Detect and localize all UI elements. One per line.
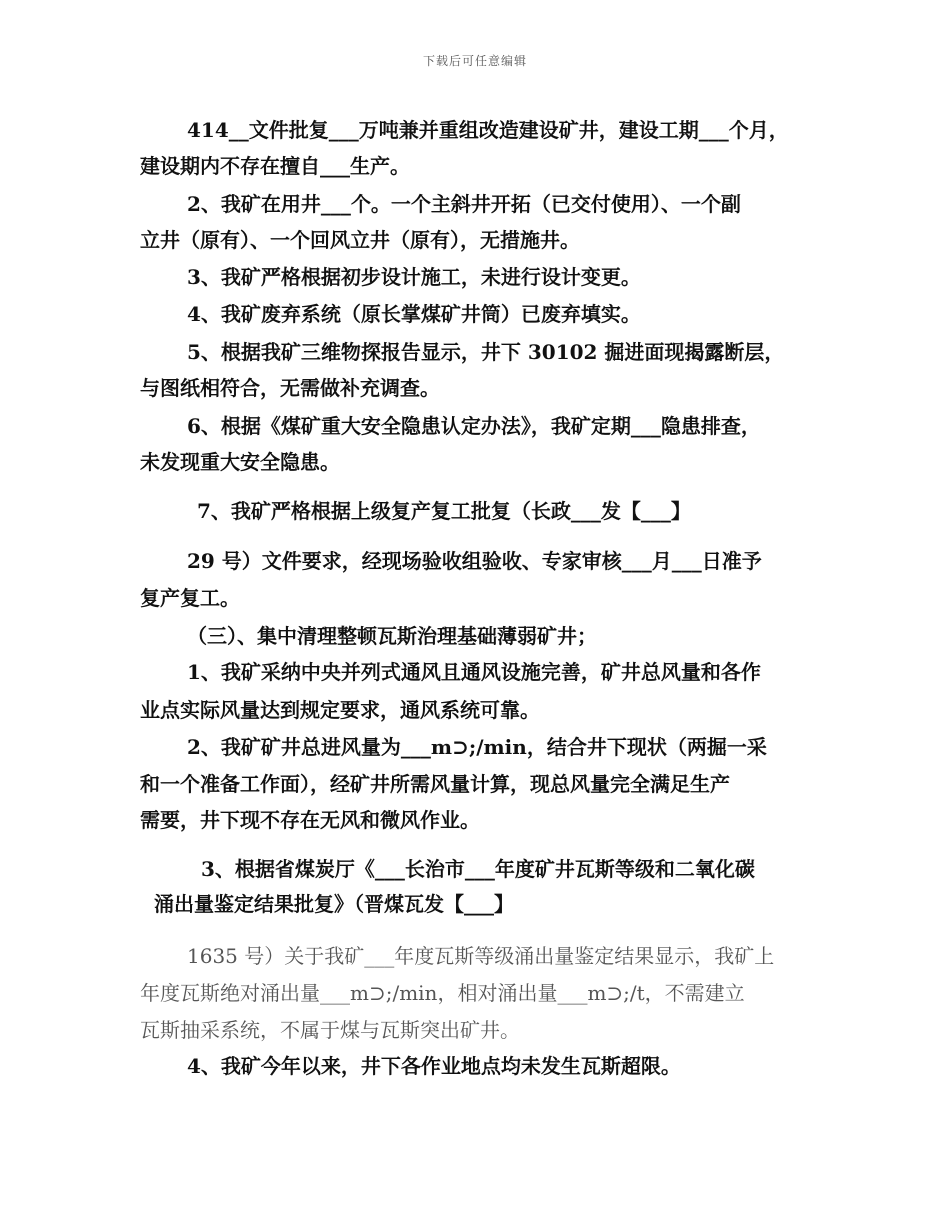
text-line: 6、根据《煤矿重大安全隐患认定办法》，我矿定期___隐患排查， (187, 414, 761, 438)
text-line: 年度瓦斯绝对涌出量___m⊃;/min，相对涌出量___m⊃;/t，不需建立 (140, 981, 745, 1005)
text-line: 需要，井下现不存在无风和微风作业。 (140, 808, 480, 832)
text-line: 4、我矿今年以来，井下各作业地点均未发生瓦斯超限。 (187, 1054, 681, 1078)
text-line: 和一个准备工作面），经矿井所需风量计算，现总风量完全满足生产 (140, 772, 730, 796)
text-line: 建设期内不存在擅自___生产。 (140, 154, 410, 178)
text-line: 1、我矿采纳中央并列式通风且通风设施完善，矿井总风量和各作 (187, 660, 761, 684)
text-line: 立井（原有）、一个回风立井（原有），无措施井。 (140, 228, 580, 252)
text-line: 5、根据我矿三维物探报告显示，井下 30102 掘进面现揭露断层， (187, 340, 785, 364)
text-line: 2、我矿在用井___个。一个主斜井开拓（已交付使用）、一个副 (187, 192, 741, 216)
text-line: 29 号）文件要求，经现场验收组验收、专家审核___月___日准予 (187, 549, 762, 573)
text-line: 瓦斯抽采系统，不属于煤与瓦斯突出矿井。 (140, 1018, 520, 1042)
text-line: 3、我矿严格根据初步设计施工，未进行设计变更。 (187, 265, 641, 289)
text-line: 业点实际风量达到规定要求，通风系统可靠。 (140, 698, 540, 722)
text-line: （三）、集中清理整顿瓦斯治理基础薄弱矿井； (187, 624, 597, 648)
text-line: 未发现重大安全隐患。 (140, 450, 340, 474)
text-line: 7、我矿严格根据上级复产复工批复（长政___发【___】 (197, 499, 691, 523)
text-line: 1635 号）关于我矿___年度瓦斯等级涌出量鉴定结果显示，我矿上 (187, 944, 775, 968)
text-line: 414__文件批复___万吨兼并重组改造建设矿井，建设工期___个月， (187, 118, 789, 142)
text-line: 2、我矿矿井总进风量为___m⊃;/min，结合井下现状（两掘一采 (187, 735, 767, 759)
page-header: 下载后可任意编辑 (422, 54, 527, 68)
text-line: 复产复工。 (140, 586, 240, 610)
text-line: 与图纸相符合，无需做补充调查。 (140, 376, 440, 400)
text-line: 4、我矿废弃系统（原长掌煤矿井筒）已废弃填实。 (187, 302, 641, 326)
text-line: 3、根据省煤炭厅《___长治市___年度矿井瓦斯等级和二氧化碳 (201, 857, 755, 881)
text-line: 涌出量鉴定结果批复》（晋煤瓦发【___】 (154, 892, 514, 916)
